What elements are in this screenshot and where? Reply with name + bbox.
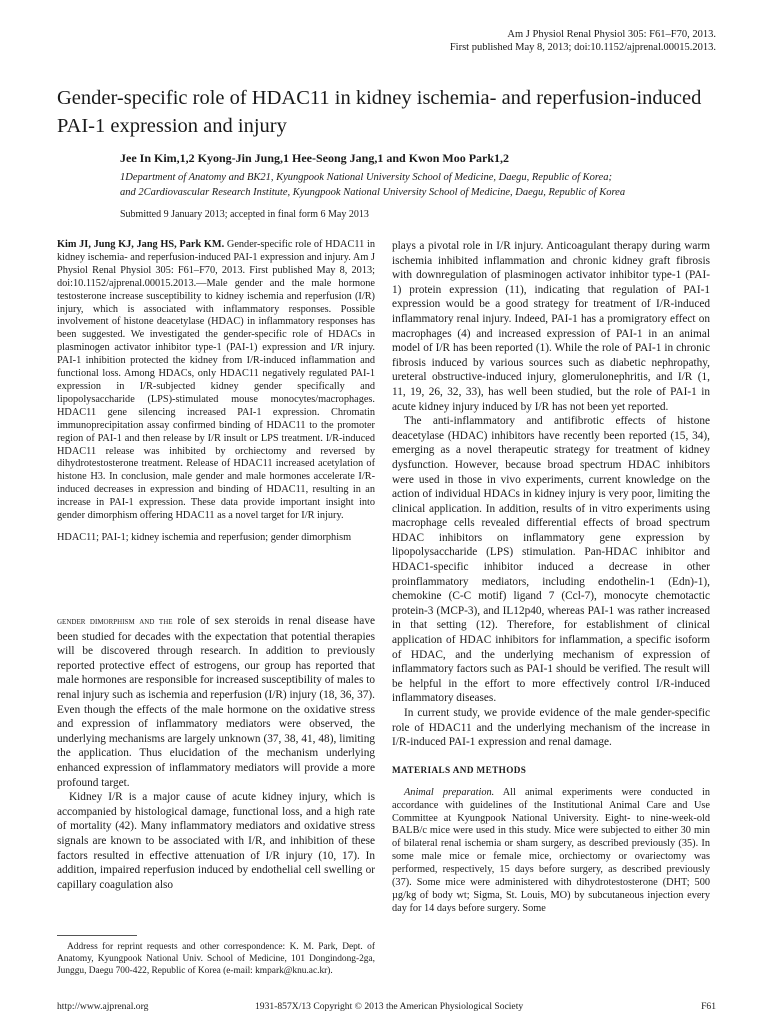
correspondence-footnote: Address for reprint requests and other correspondence: K. M. Park, Dept. of Anatomy, Kyungpook National Univ. School of Medicine, 101 Dongindong-2ga, Junggu, Daegu 700-422, Republic of Korea (e-mail: kmpark@knu.ac.kr). — [57, 942, 375, 976]
affiliation-1: 1Department of Anatomy and BK21, Kyungpook National University School of Medicine, Daegu, Republic of Korea; — [120, 172, 612, 183]
affiliations — [120, 170, 730, 200]
author-list: Jee In Kim,1,2 Kyong-Jin Jung,1 Hee-Seong Jang,1 and Kwon Moo Park1,2 — [120, 151, 510, 165]
article-title: Gender-specific role of HDAC11 in kidney ischemia- and reperfusion-induced PAI-1 expression and injury — [57, 87, 702, 137]
methods-section — [392, 787, 710, 916]
introduction-left — [57, 614, 375, 892]
methods-subheading: Animal preparation. — [404, 786, 495, 798]
intro-paragraph-1 — [57, 614, 375, 790]
intro-paragraph-4: The anti-inflammatory and antifibrotic effects of histone deacetylase (HDAC) inhibitors have recently been reported (15, 34), emerging as a novel therapeutic strategy for treatment of kidney dysfunction. However, because broad spectrum HDAC inhibitors were used in those in vivo experiments, current knowledge on the action of individual HDACs in kidney injury is very poor, limiting the clinical application. In addition, results of in vitro experiments using macrophage cells revealed differential effects of broad spectrum HDAC inhibitors on inflammatory gene expression by lipopolysaccharide (LPS) stimulation. Pan-HDAC inhibitor and HDAC1-specific inhibitor induced a decrease in other proinflammatory mediators, including endothelin-1 (Edn)-1), chemokine (C-C motif) ligand 7 (Ccl-7), monocyte chemotactic protein-3 (MCP-3), and IL12p40, whereas PAI-1 was rather increased in that setting (12). Therefore, for establishment of clinical application of HDAC inhibitors for inflammation, a specific isoform of HDAC, and the underlying mechanism of expression of inflammatory factors such as PAI-1 should be verified. The result will be helpful in the effort to more effectively control I/R-induced inflammatory diseases. — [392, 415, 710, 705]
abstract-text: Gender-specific role of HDAC11 in kidney ischemia- and reperfusion-induced PAI-1 expression and injury. Am J Physiol Renal Physiol 305: F61–F70, 2013. First published May 8, 2013; doi:10.1152/ajprenal.00015.2013.—Male gender and the male hormone testosterone increase susceptibility to kidney ischemia and reperfusion (I/R) injury, which is associated with inflammatory responses. Possible involvement of histone deacetylase (HDAC) in inflammatory responses has been suggested. We investigated the gender-specific role of HDACs in plasminogen activator inhibitor type-1 (PAI-1) expression and I/R injury. PAI-1 inhibition protected the kidney from I/R-induced inflammation and functional loss. Among HDACs, only HDAC11 negatively regulated PAI-1 expression in I/R-subjected kidney gender specifically and lipopolysaccharide (LPS)-stimulated mouse monocytes/macrophages. HDAC11 gene silencing increased PAI-1 expression. Chromatin immunoprecipitation assay confirmed binding of HDAC11 to the promoter region of PAI-1 and then release by I/R insult or LPS treatment. I/R-induced HDAC11 release was inhibited by orchiectomy and reversed by dihydrotestosterone treatment. Release of HDAC11 increased acetylation of histone H3. In conclusion, male gender and male hormones accelerate I/R-induced decreases in expression and binding of HDAC11, resulting in an increase in PAI-1 expression. These data provide important insight into gender dimorphism offering HDAC11 as a novel target for I/R injury. — [57, 239, 375, 522]
methods-text: All animal experiments were conducted in accordance with guidelines of the Institutional Animal Care and Use Committee at Kyungpook National University. Eight- to nine-week-old BALB/c mice were used in this study. Mice were subjected to either 30 min of bilateral renal ischemia or sham surgery, as described previously (35). In some male mice or female mice, orchiectomy or ovariectomy was performed, respectively, 15 days before surgery, as described previously (37). Some mice were administered with dihydrotestosterone (DHT; 500 µg/kg of body wt; Sigma, St. Louis, MO) by subcutaneous injection every day for 14 days before surgery. Some — [392, 786, 710, 914]
intro-paragraph-3: plays a pivotal role in I/R injury. Anticoagulant therapy during warm ischemia inhibited inflammation and chronic kidney graft fibrosis with downregulation of plasminogen activator inhibitor type-1 (PAI-1) protein expression (11), indicating that regulation of PAI-1 expression would be a good strategy for treatment of I/R-induced inflammatory renal injury. Indeed, PAI-1 has a promigratory effect on macrophages (4) and increased expression of PAI-1 in an animal model of I/R has been reported (1). While the role of PAI-1 in chronic fibrosis induced by various sources such as diabetic nephropathy, ureteral obstructive-induced injury, glomerulonephritis, and I/R (1, 11, 19, 26, 32, 33), has well been studied, but the role of PAI-1 in acute kidney injury induced by I/R has not been yet reported. — [392, 240, 710, 413]
introduction-right — [392, 239, 710, 750]
intro-paragraph-2: Kidney I/R is a major cause of acute kidney injury, which is accompanied by histological damage, functional loss, and a high rate of mortality (42). Many inflammatory mediators and oxidative stress signals are known to be associated with I/R, and inhibition of these factors resulted in effective attenuation of I/R injury (10, 17). In addition, impaired reperfusion induced by endothelial cell swelling or capillary coagulation also — [57, 791, 375, 891]
affiliation-2: and 2Cardiovascular Research Institute, Kyungpook National University School of Medicine, Daegu, Republic of Korea — [120, 187, 626, 198]
journal-url[interactable]: http://www.ajprenal.org — [57, 1001, 149, 1012]
intro-lead: gender dimorphism and the — [57, 617, 173, 627]
right-column — [392, 239, 710, 916]
page-number: F61 — [701, 1001, 716, 1012]
left-column — [57, 239, 375, 545]
methods-paragraph — [392, 787, 710, 916]
journal-header — [450, 28, 716, 54]
journal-citation: Am J Physiol Renal Physiol 305: F61–F70, 2013. — [507, 29, 716, 40]
abstract-authors: Kim JI, Jung KJ, Jang HS, Park KM. — [57, 239, 225, 250]
footnote-divider — [57, 935, 137, 936]
publication-line: First published May 8, 2013; doi:10.1152/ajprenal.00015.2013. — [449, 42, 716, 53]
intro-p1-text: role of sex steroids in renal disease have been studied for decades with the expectation that potential therapies will be discovered through research. In addition to previously reported protective effect of estrogens, our group has reported that male hormones are responsible for increased susceptibility of males to renal injury such as ischemia and reperfusion (I/R) injury (18, 36, 37). Even though the effects of the male hormone on the oxidative stress and expression of inflammatory mediators were observed, the underlying mechanisms are largely unknown (37, 38, 41, 48), limiting the application. Thus elucidation of the mechanism underlying enhanced expression of inflammatory mediators will provide a more profound target. — [57, 615, 375, 789]
methods-heading: MATERIALS AND METHODS — [392, 764, 527, 775]
intro-paragraph-5: In current study, we provide evidence of the male gender-specific role of HDAC11 and the underlying mechanism of the increase in I/R-induced PAI-1 expression and renal damage. — [392, 707, 710, 749]
keywords: HDAC11; PAI-1; kidney ischemia and reperfusion; gender dimorphism — [57, 531, 352, 543]
abstract — [57, 239, 375, 523]
submission-dates: Submitted 9 January 2013; accepted in final form 6 May 2013 — [120, 209, 369, 220]
copyright-line: 1931-857X/13 Copyright © 2013 the American Physiological Society — [255, 1001, 524, 1012]
